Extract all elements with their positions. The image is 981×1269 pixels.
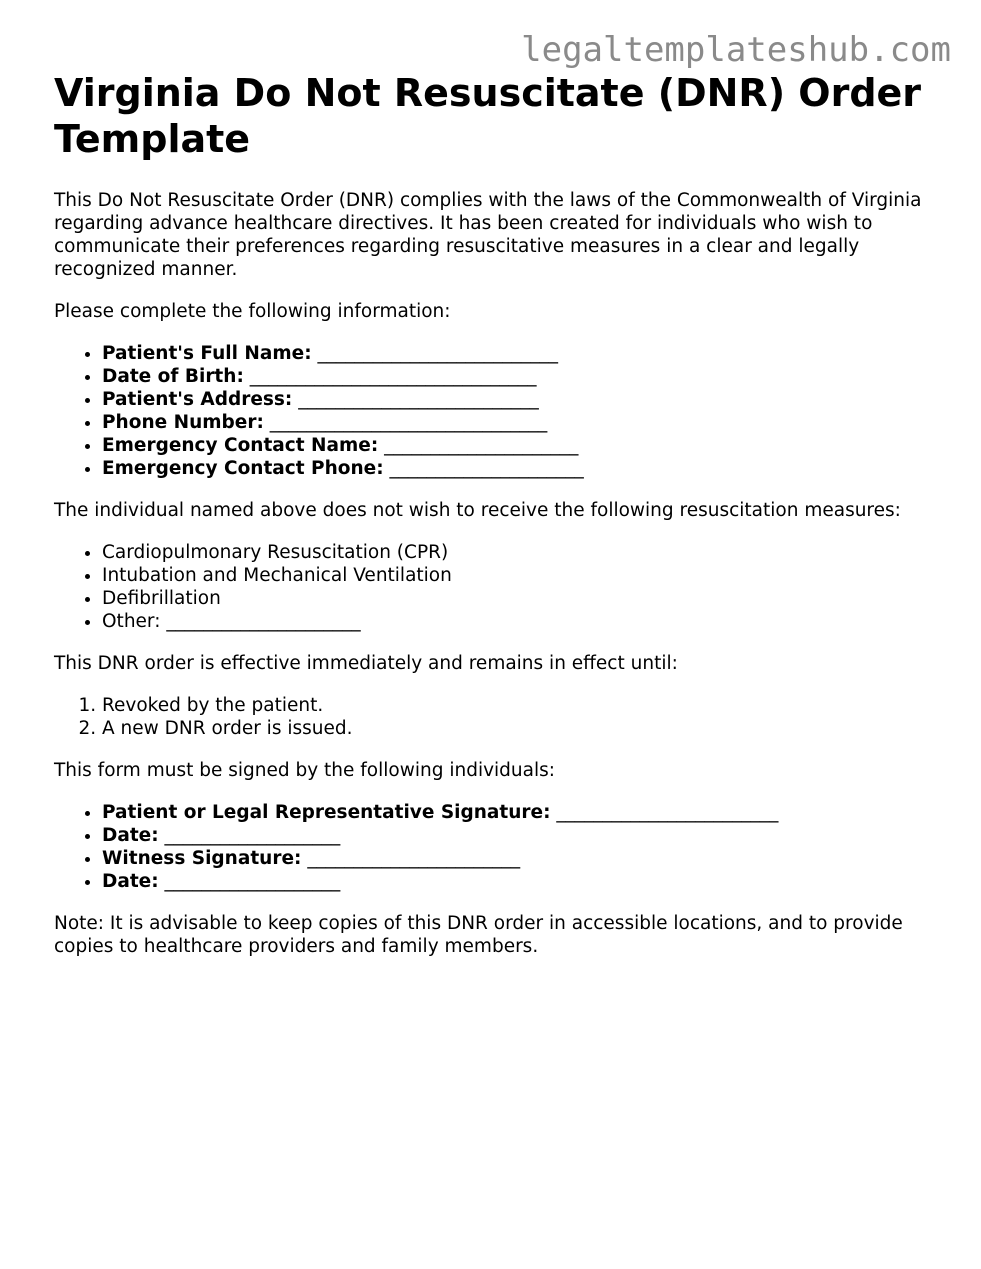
signature-prompt: This form must be signed by the following individuals: xyxy=(54,760,555,781)
page-title: Virginia Do Not Resuscitate (DNR) Order Template xyxy=(54,71,922,161)
field-blank: __________________________ xyxy=(298,389,539,410)
field-label: Witness Signature: xyxy=(102,848,302,869)
field-blank: __________________________ xyxy=(317,343,558,364)
field-label: Emergency Contact Name: xyxy=(102,435,379,456)
field-label: Date of Birth: xyxy=(102,366,244,387)
field-blank: _____________________ xyxy=(389,458,584,479)
field-blank: _______________________ xyxy=(307,848,521,869)
field-label: Date: xyxy=(102,871,159,892)
info-field-list xyxy=(54,342,934,480)
effective-condition: 2. A new DNR order is issued. xyxy=(102,717,934,740)
info-prompt: Please complete the following information: xyxy=(54,301,451,322)
signature-field-date xyxy=(102,824,934,847)
field-label: Phone Number: xyxy=(102,412,264,433)
info-field-patient-name xyxy=(102,342,934,365)
field-blank: _______________________________ xyxy=(249,366,537,387)
effective-prompt: This DNR order is effective immediately and remains in effect until: xyxy=(54,653,678,674)
measure-item: • Intubation and Mechanical Ventilation xyxy=(102,564,934,587)
effective-condition: 1. Revoked by the patient. xyxy=(102,694,934,717)
measures-list xyxy=(54,541,934,633)
signature-field-list xyxy=(54,801,934,893)
field-label: Date: xyxy=(102,825,159,846)
signature-field-patient xyxy=(102,801,934,824)
watermark: legaltemplateshub.com xyxy=(521,30,951,70)
signature-field-witness-date xyxy=(102,870,934,893)
effective-conditions-list xyxy=(54,694,934,740)
measure-item: • Other: _____________________ xyxy=(102,610,934,633)
measures-prompt: The individual named above does not wish to receive the following resuscitation measures: xyxy=(54,500,901,521)
document-page xyxy=(54,70,934,958)
signature-field-witness xyxy=(102,847,934,870)
measure-item: • Defibrillation xyxy=(102,587,934,610)
info-field-emergency-contact-name xyxy=(102,434,934,457)
intro-paragraph: This Do Not Resuscitate Order (DNR) complies with the laws of the Commonwealth of Virginia regarding advance healthcare directives. It has been created for individuals who wish to communicate their preferences regarding resuscitative measures in a clear and legally recognized manner. xyxy=(54,190,922,280)
field-label: Patient's Full Name: xyxy=(102,343,312,364)
note-paragraph: Note: It is advisable to keep copies of this DNR order in accessible locations, and to provide copies to healthcare providers and family members. xyxy=(54,913,903,957)
measure-item: • Cardiopulmonary Resuscitation (CPR) xyxy=(102,541,934,564)
info-field-emergency-contact-phone xyxy=(102,457,934,480)
field-blank: _____________________ xyxy=(384,435,579,456)
field-blank: ___________________ xyxy=(164,871,341,892)
field-blank: ______________________________ xyxy=(269,412,548,433)
field-blank: ________________________ xyxy=(556,802,779,823)
field-blank: ___________________ xyxy=(164,825,341,846)
info-field-patient-address xyxy=(102,388,934,411)
field-label: Emergency Contact Phone: xyxy=(102,458,384,479)
field-label: Patient or Legal Representative Signature: xyxy=(102,802,551,823)
field-label: Patient's Address: xyxy=(102,389,293,410)
info-field-date-of-birth xyxy=(102,365,934,388)
info-field-phone-number xyxy=(102,411,934,434)
